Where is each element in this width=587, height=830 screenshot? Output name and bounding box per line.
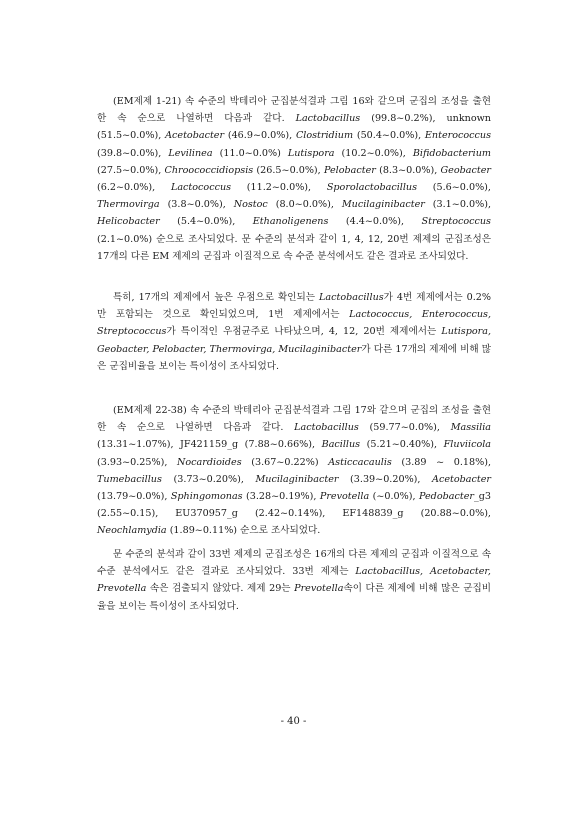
taxon-name: Lactococcus: [170, 182, 232, 194]
taxon-name: Bifidobacterium: [412, 147, 491, 159]
taxon-name: Tumebacillus: [97, 473, 162, 485]
taxon-name: Lactobacillus: [294, 422, 359, 434]
taxon-name: Prevotella: [294, 583, 344, 595]
taxon-name: Lactococcus, Enterococcus, Streptococcus: [97, 309, 491, 338]
taxon-name: Lutispora: [287, 147, 335, 159]
taxon-name: Asticcacaulis: [328, 456, 392, 468]
taxon-name: Mucilaginibacter: [341, 199, 425, 211]
taxon-name: Sporolactobacillus: [326, 182, 418, 194]
taxon-name: Levilinea: [168, 147, 213, 159]
taxon-name: Lactobacillus, Acetobacter, Prevotella: [97, 566, 491, 595]
paragraph-em-22-38-genus: (EM제제 22-38) 속 수준의 박테리아 군집분석결과 그림 17와 같으며 군집의 조성을 출현한 속 순으로 나열하면 다음과 같다. Lactobacillus (59.77~0.0%), Massilia (13.31~1.07%), JF421159_g (7.88~0.66%), Bacillus (5.21~0.40%), Fluviicola (3.93~0.25%), Nocardioides (3.67~0.22%) Asticcacaulis (3.89 ~ 0.18%), Tumebacillus (3.73~0.20%), Mucilaginibacter (3.39~0.20%), Acetobacter (13.79~0.0%), Sphingomonas (3.28~0.19%), Prevotella (~0.0%), Pedobacter_g3 (2.55~0.15), EU370957_g (2.42~0.14%), EF148839_g (20.88~0.0%), Neochlamydia (1.89~0.11%) 순으로 조사되었다.: [97, 405, 492, 537]
paragraph-em-1-21-notes: 특히, 17개의 제제에서 높은 우점으로 확인되는 Lactobacillus가 4번 제제에서는 0.2%만 포함되는 것으로 확인되었으며, 1번 제제에서는 Lactococcus, Enterococcus, Streptococcus가 특이적인 우점균주로 나타났으며, 4, 12, 20번 제제에서는 Lutispora, Geobacter, Pelobacter, Thermovirga, Mucilaginibacter가 다른 17개의 제제에 비해 많은 군집비율을 보이는 특이성이 조사되었다.: [97, 292, 492, 372]
taxon-name: Ethanoligenens: [252, 216, 329, 228]
taxon-name: Sphingomonas: [170, 491, 243, 503]
taxon-name: Lactobacillus: [295, 113, 361, 125]
taxon-name: Clostridium: [295, 130, 354, 142]
taxon-name: Bacillus: [321, 439, 361, 451]
taxon-name: Neochlamydia: [97, 525, 167, 537]
taxon-name: Pedobacter: [418, 491, 474, 503]
taxon-name: Enterococcus: [424, 130, 491, 142]
taxon-name: Mucilaginibacter: [255, 473, 339, 485]
taxon-name: Nostoc: [233, 199, 268, 211]
paragraph-em-1-21-genus: (EM제제 1-21) 속 수준의 박테리아 군집분석결과 그림 16와 같으며 군집의 조성을 출현한 속 순으로 나열하면 다음과 같다. Lactobacillus (99.8~0.2%), unknown (51.5~0.0%), Acetobacter (46.9~0.0%), Clostridium (50.4~0.0%), Enterococcus (39.8~0.0%), Levilinea (11.0~0.0%) Lutispora (10.2~0.0%), Bifidobacterium (27.5~0.0%), Chroococcidiopsis (26.5~0.0%), Pelobacter (8.3~0.0%), Geobacter (6.2~0.0%), Lactococcus (11.2~0.0%), Sporolactobacillus (5.6~0.0%), Thermovirga (3.8~0.0%), Nostoc (8.0~0.0%), Mucilaginibacter (3.1~0.0%), Helicobacter (5.4~0.0%), Ethanoligenens (4.4~0.0%), Streptococcus (2.1~0.0%) 순으로 조사되었다. 문 수준의 분석과 같이 1, 4, 12, 20번 제제의 군집조성은 17개의 다른 EM 제제의 군집과 이질적으로 속 수준 분석에서도 같은 결과로 조사되었다.: [97, 96, 491, 262]
taxon-name: Acetobacter: [165, 130, 225, 142]
taxon-name: Chroococcidiopsis: [164, 164, 254, 176]
taxon-name: Pelobacter: [323, 164, 376, 176]
taxon-name: Lactobacillus: [319, 292, 384, 303]
taxon-name: Prevotella: [319, 491, 370, 503]
taxon-name: Nocardioides: [177, 456, 242, 468]
taxon-name: Helicobacter: [97, 216, 160, 228]
taxon-name: Acetobacter: [432, 473, 492, 485]
paragraph-em-22-38-notes: 문 수준의 분석과 같이 33번 제제의 군집조성은 16개의 다른 제제의 군집과 이질적으로 속 수준 분석에서도 같은 결과로 조사되었다. 33번 제제는 Lactobacillus, Acetobacter, Prevotella 속은 검출되지 않았다. 제제 29는 Prevotella속이 다른 제제에 비해 많은 군집비율을 보이는 특이성이 조사되었다.: [97, 549, 491, 612]
taxon-name: Streptococcus: [421, 216, 491, 228]
taxon-name: Fluviicola: [443, 439, 492, 451]
taxon-name: Geobacter: [440, 164, 491, 176]
page-number: - 40 -: [280, 716, 307, 727]
taxon-name: Lutispora, Geobacter, Pelobacter, Thermovirga, Mucilaginibacter: [97, 326, 491, 355]
taxon-name: Massilia: [450, 422, 492, 434]
taxon-name: Thermovirga: [97, 199, 160, 211]
